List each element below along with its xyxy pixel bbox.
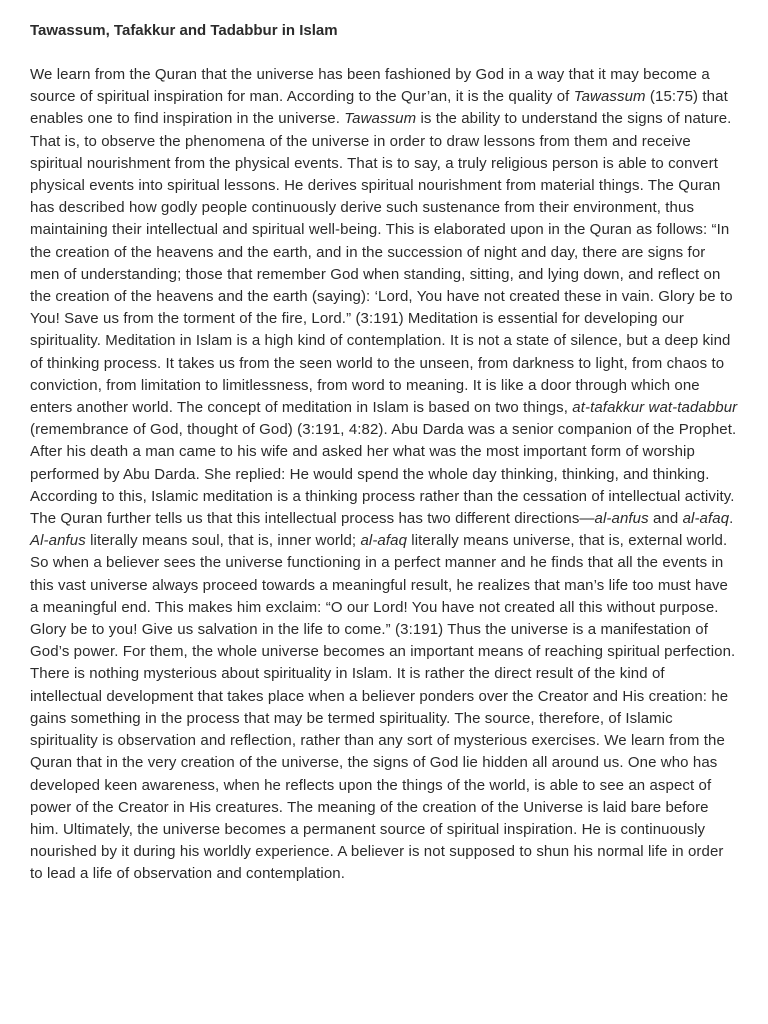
body-text-segment: and <box>648 510 683 528</box>
body-text-segment: (remembrance of God, thought of God) (3:191, 4:82). Abu Darda was a senior companion of the Prophet. After his death a man came to his wife and asked her what was the most important form of worship performed by Abu Darda. She replied: He would spend the whole day thinking, thinking, and thinking. According to this, Islamic meditation is a thinking process rather than the cessation of intellectual activity. The Quran further tells us that this intellectual process has two different directions— <box>30 421 737 528</box>
italic-term-al-anfus: Al-anfus <box>30 532 86 550</box>
italic-term-tawassum: Tawassum <box>573 88 646 106</box>
body-text-segment: literally means universe, that is, external world. So when a believer sees the universe functioning in a perfect manner and he finds that all the events in this vast universe always proceed towards a meaningful result, he realizes that man’s life too must have a meaningful end. This makes him exclaim: “O our Lord! You have not created all this without purpose. Glory be to you! Give us salvation in the life to come.” (3:191) Thus the universe is a manifestation of God’s power. For them, the whole universe becomes an important means of reaching spiritual perfection. There is nothing mysterious about spirituality in Islam. It is rather the direct result of the kind of intellectual development that takes place when a believer ponders over the Creator and His creation: he gains something in the process that may be termed spirituality. The source, therefore, of Islamic spirituality is observation and reflection, rather than any sort of mysterious exercises. We learn from the Quran that in the very creation of the universe, the signs of God lie hidden all around us. One who has developed keen awareness, when he reflects upon the things of the world, is able to see an aspect of power of the Creator in His creatures. The meaning of the creation of the Universe is laid bare before him. Ultimately, the universe becomes a permanent source of spiritual inspiration. He is continuously nourished by it during his worldly experience. A believer is not supposed to shun his normal life in order to lead a life of observation and contemplation. <box>30 532 736 883</box>
italic-term-al-anfus: al-anfus <box>594 510 649 528</box>
italic-term-tawassum: Tawassum <box>344 110 417 128</box>
document-body-paragraph <box>30 64 738 886</box>
document-title: Tawassum, Tafakkur and Tadabbur in Islam <box>30 22 338 39</box>
body-text-segment: (15:75) that enables one to find inspiration in the universe. <box>30 88 728 128</box>
body-text-segment: is the ability to understand the signs of nature. That is, to observe the phenomena of the universe in order to draw lessons from them and receive spiritual nourishment from the physical events. That is to say, a truly religious person is able to convert physical events into spiritual lessons. He derives spiritual nourishment from material things. The Quran has described how godly people continuously derive such sustenance from their environment, thus maintaining their intellectual and spiritual well-being. This is elaborated upon in the Quran as follows: “In the creation of the heavens and the earth, and in the succession of night and day, there are signs for men of understanding; those that remember God when standing, sitting, and lying down, and reflect on the creation of the heavens and the earth (saying): ‘Lord, You have not created these in vain. Glory be to You! Save us from the torment of the fire, Lord.” (3:191) Meditation is essential for developing our spirituality. Meditation in Islam is a high kind of contemplation. It is not a state of silence, but a deep kind of thinking process. It takes us from the seen world to the unseen, from darkness to light, from chaos to conviction, from limitation to limitlessness, from word to meaning. It is like a door through which one enters another world. The concept of meditation in Islam is based on two things, <box>30 110 733 417</box>
body-text-segment: We learn from the Quran that the universe has been fashioned by God in a way that it may become a source of spiritual inspiration for man. According to the Qur’an, it is the quality of <box>30 66 710 106</box>
italic-term-at-tafakkur-wat-tadabbur: at-tafakkur wat-tadabbur <box>572 399 738 417</box>
italic-term-al-afaq: al-afaq <box>682 510 730 528</box>
body-text-segment: literally means soul, that is, inner world; <box>85 532 361 550</box>
italic-term-al-afaq: al-afaq <box>360 532 408 550</box>
body-text-segment: . <box>729 510 734 528</box>
